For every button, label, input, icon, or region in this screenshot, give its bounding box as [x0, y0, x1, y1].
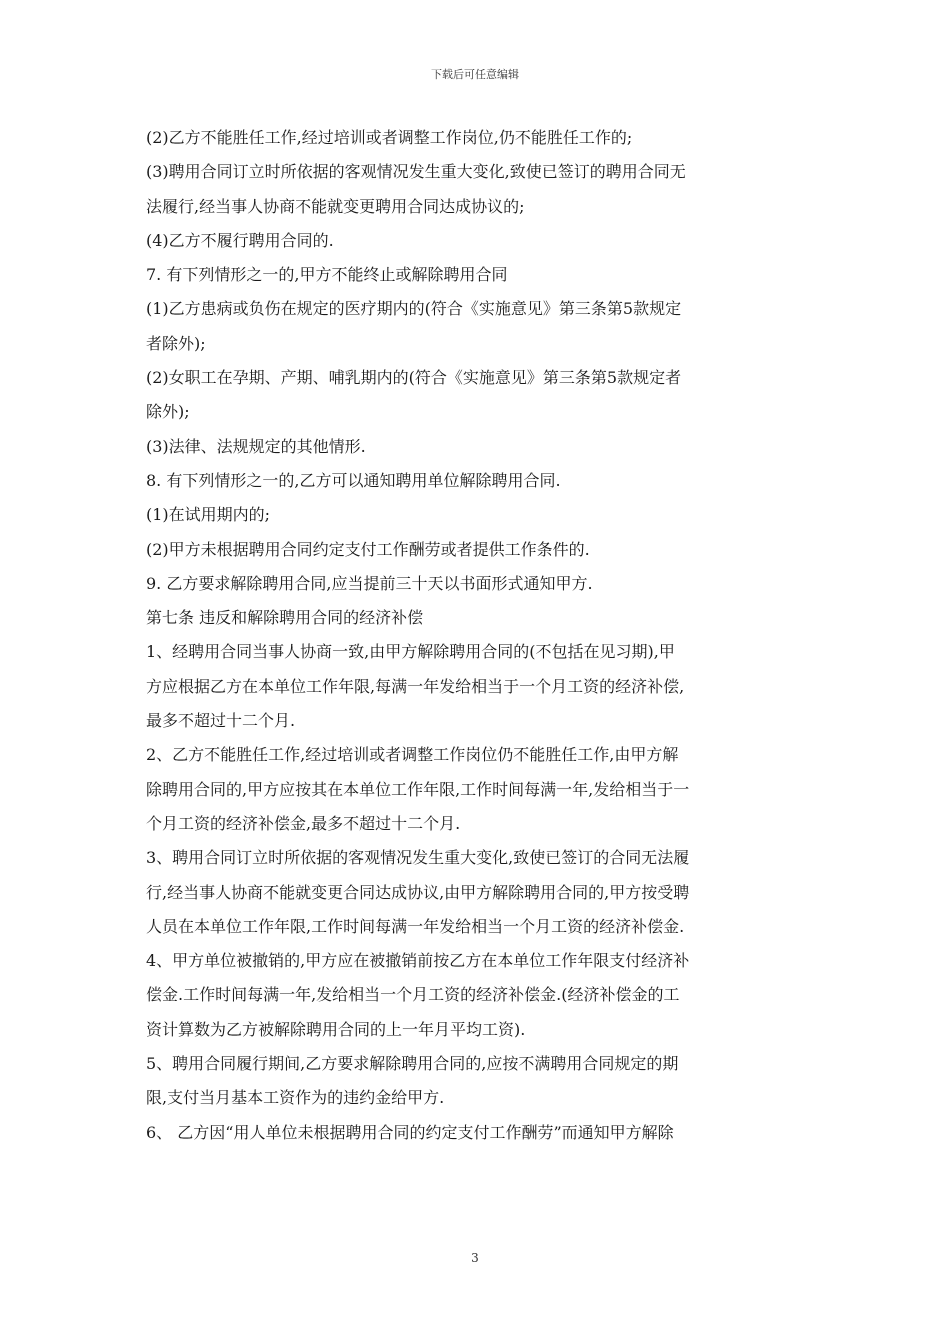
text-line: 资计算数为乙方被解除聘用合同的上一年月平均工资).: [146, 1019, 526, 1039]
document-body: [146, 121, 806, 1150]
text-line: 除外);: [146, 402, 190, 422]
text-line: (3)聘用合同订立时所依据的客观情况发生重大变化,致使已签订的聘用合同无: [146, 162, 686, 182]
text-line: 偿金.工作时间每满一年,发给相当一个月工资的经济补偿金.(经济补偿金的工: [146, 985, 680, 1005]
text-line: (3)法律、法规规定的其他情形.: [146, 436, 366, 456]
text-line: 6、 乙方因“用人单位未根据聘用合同的约定支付工作酬劳”而通知甲方解除: [146, 1122, 674, 1142]
text-line: 第七条 违反和解除聘用合同的经济补偿: [146, 608, 424, 628]
text-line: 人员在本单位工作年限,工作时间每满一年发给相当一个月工资的经济补偿金.: [146, 916, 685, 936]
text-line: 3、聘用合同订立时所依据的客观情况发生重大变化,致使已签订的合同无法履: [146, 848, 690, 868]
text-line: 除聘用合同的,甲方应按其在本单位工作年限,工作时间每满一年,发给相当于一: [146, 779, 690, 799]
text-line: 限,支付当月基本工资作为的违约金给甲方.: [146, 1088, 445, 1108]
text-line: (2)乙方不能胜任工作,经过培训或者调整工作岗位,仍不能胜任工作的;: [146, 128, 633, 147]
text-line: 1、经聘用合同当事人协商一致,由甲方解除聘用合同的(不包括在见习期),甲: [146, 642, 675, 662]
text-line: 行,经当事人协商不能就变更合同达成协议,由甲方解除聘用合同的,甲方按受聘: [146, 882, 690, 902]
text-line: (2)女职工在孕期、产期、哺乳期内的(符合《实施意见》第三条第5款规定者: [146, 368, 682, 388]
text-line: 2、乙方不能胜任工作,经过培训或者调整工作岗位仍不能胜任工作,由甲方解: [146, 745, 679, 765]
text-line: 5、聘用合同履行期间,乙方要求解除聘用合同的,应按不满聘用合同规定的期: [146, 1054, 679, 1074]
text-line: 方应根据乙方在本单位工作年限,每满一年发给相当于一个月工资的经济补偿,: [146, 676, 685, 696]
page-header: 下载后可任意编辑: [431, 68, 519, 81]
text-line: 4、甲方单位被撤销的,甲方应在被撤销前按乙方在本单位工作年限支付经济补: [146, 951, 690, 971]
page-number: 3: [471, 1251, 479, 1265]
text-line: 者除外);: [146, 333, 206, 353]
text-line: 7. 有下列情形之一的,甲方不能终止或解除聘用合同: [146, 265, 508, 285]
text-line: 法履行,经当事人协商不能就变更聘用合同达成协议的;: [146, 196, 525, 216]
text-line: (4)乙方不履行聘用合同的.: [146, 230, 334, 250]
text-line: 个月工资的经济补偿金,最多不超过十二个月.: [146, 813, 461, 833]
text-line: (2)甲方未根据聘用合同约定支付工作酬劳或者提供工作条件的.: [146, 539, 590, 559]
text-line: 最多不超过十二个月.: [146, 711, 296, 731]
text-line: (1)乙方患病或负伤在规定的医疗期内的(符合《实施意见》第三条第5款规定: [146, 299, 682, 319]
text-line: (1)在试用期内的;: [146, 505, 271, 525]
text-line: 8. 有下列情形之一的,乙方可以通知聘用单位解除聘用合同.: [146, 470, 561, 490]
text-line: 9. 乙方要求解除聘用合同,应当提前三十天以书面形式通知甲方.: [146, 573, 593, 593]
